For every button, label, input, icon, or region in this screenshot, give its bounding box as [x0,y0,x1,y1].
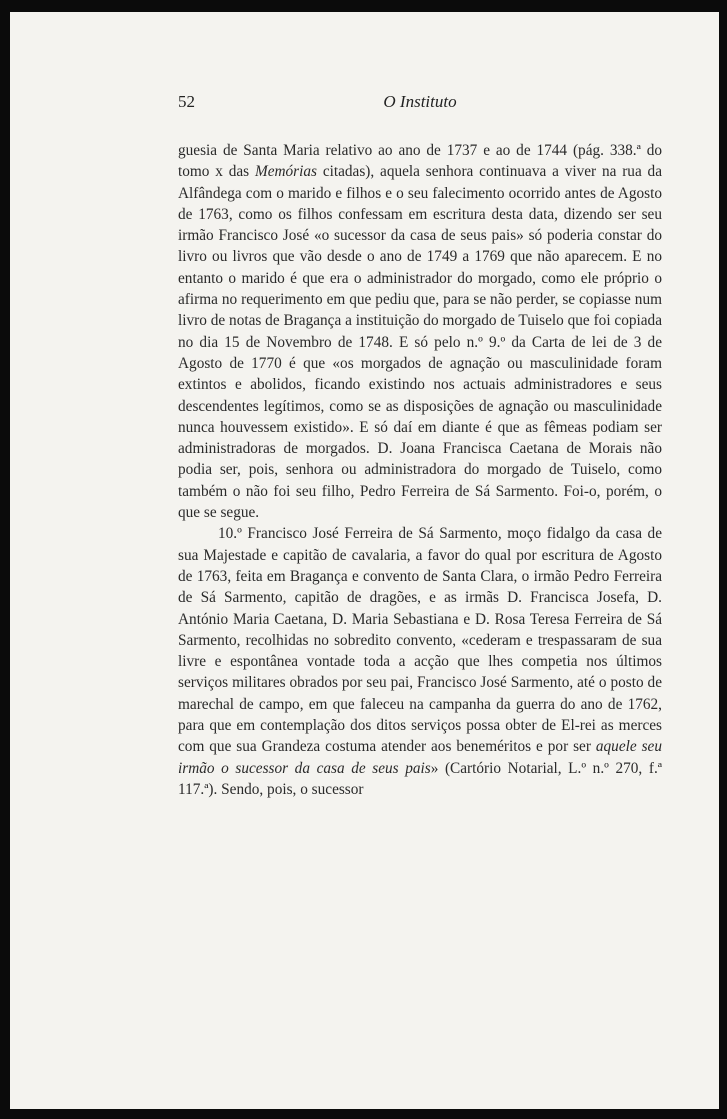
page-header [178,92,662,114]
text-run: guesia de Santa Maria relativo ao ano de 1737 e ao de 1744 (pág. 338.ª do tomo x das [178,142,662,181]
text-run: » (Cartório Notarial, L.º n.º 270, f.ª 117.ª). Sendo, pois, o sucessor [178,759,662,798]
running-title: O Instituto [383,92,457,111]
italic-title: Memórias [254,163,317,181]
body-text [178,140,662,800]
text-run: citadas), aquela senhora continuava a viver na rua da Alfândega com o marido e filhos e o seu falecimento ocorrido antes de Agosto de 1763, como os filhos confessam em escritura desta data, dizendo ser seu irmão Francisco José «o sucessor da casa de seus pais» só poderia constar do livro ou livros que vão desde o ano de 1749 a 1769 que não aparecem. E no entanto o marido é que era o administrador do morgado, como ele próprio o afirma no requerimento em que pediu que, para se não perder, se copiasse num livro de notas de Bragança a instituição do morgado de Tuiselo que foi copiada no dia 15 de Novembro de 1748. E só pelo n.º 9.º da Carta de lei de 3 de Agosto de 1770 é que «os morgados de agnação ou masculinidade foram extintos e abolidos, ficando existindo nos actuais administradores e seus descendentes legítimos, como se as disposições de agnação ou masculinidade nunca houvessem existido». E só daí em diante é que as fêmeas podiam ser administradoras de morgados. D. Joana Francisca Caetana de Morais não podia ser, pois, senhora ou administradora do morgado de Tuiselo, como também o não foi seu filho, Pedro Ferreira de Sá Sarmento. Foi-o, porém, o que se segue. [178,163,662,522]
italic-quote: aquele seu irmão o sucessor da casa de seus pais [178,738,662,777]
paragraph [178,523,662,800]
paragraph [178,140,662,523]
page-number: 52 [178,92,195,111]
page [10,12,719,1109]
text-run: 10.º Francisco José Ferreira de Sá Sarmento, moço fidalgo da casa de sua Majestade e capitão de cavalaria, a favor do qual por escritura de Agosto de 1763, feita em Bragança e convento de Santa Clara, o irmão Pedro Ferreira de Sá Sarmento, capitão de dragões, e as irmãs D. Francisca Josefa, D. António Maria Caetana, D. Maria Sebastiana e D. Rosa Teresa Ferreira de Sá Sarmento, recolhidas no sobredito convento, «cederam e trespassaram de sua livre e espontânea vontade toda a acção que lhes competia nos últimos serviços militares obrados por seu pai, Francisco José Sarmento, até o posto de marechal de campo, em que faleceu na campanha da guerra do ano de 1762, para que em contemplação dos ditos serviços possa obter de El-rei as merces com que sua Grandeza costuma atender aos beneméritos e por ser [178,525,662,756]
